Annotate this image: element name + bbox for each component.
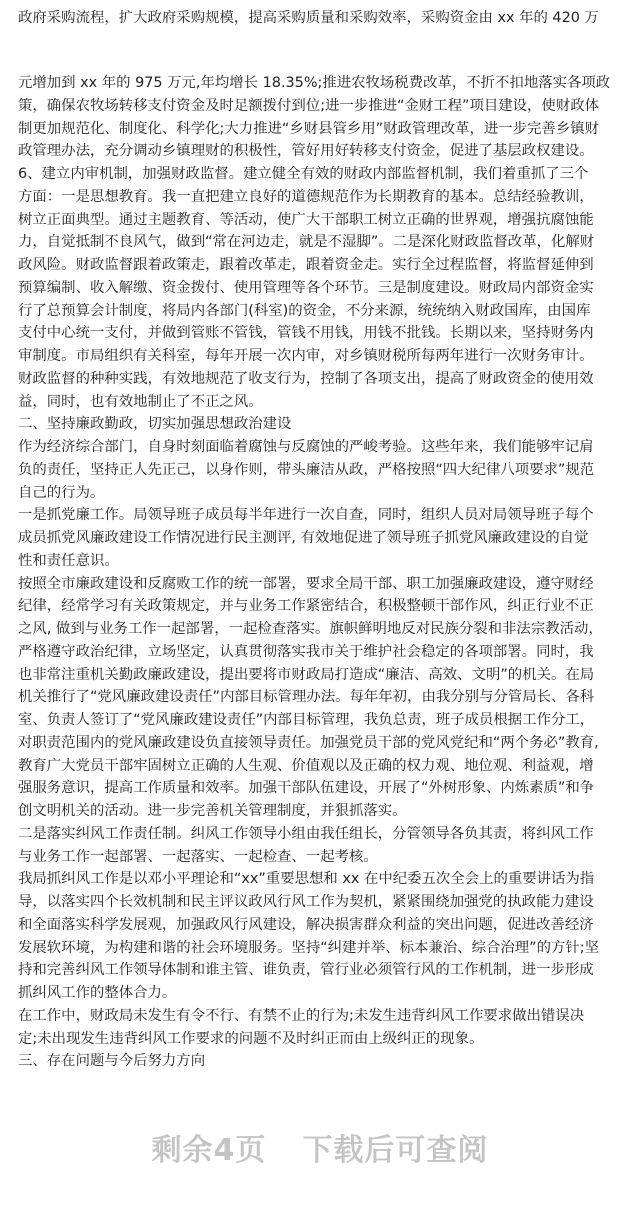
document-line: 益，同时，也有效地制止了不正之风。 <box>18 393 263 410</box>
document-line: 机关推行了“党风廉政建设责任”内部目标管理办法。每年年初，由我分别与分管局长、各科 <box>18 689 595 706</box>
document-line: 制更加规范化、制度化、科学化;大力推进“乡财县管乡用”财政管理改革，进一步完善乡镇财 <box>18 120 599 137</box>
document-line: 强服务意识，提高工作质量和效率。加强干部队伍建设，开展了“外树形象、内炼素质”和争 <box>18 780 595 797</box>
document-line: 按照全市廉政建设和反腐败工作的统一部署，要求全局干部、职工加强廉政建设，遵守财经 <box>18 575 594 592</box>
document-line: 教育广大党员干部牢固树立正确的人生观、价值观以及正确的权力观、地位观、利益观，增 <box>18 757 594 774</box>
document-line: 在工作中，财政局未发生有令不行、有禁不止的行为;未发生违背纠风工作要求做出错误决 <box>18 1007 585 1024</box>
document-line: 6、建立内审机制，加强财政监督。建立健全有效的财政内部监督机制，我们着重抓了三个 <box>18 166 589 182</box>
document-line: 室、负责人签订了“党风廉政建设责任”内部目标管理，我负总责，班子成员根据工作分工， <box>18 712 595 728</box>
document-line: 预算编制、收入解缴、资金拨付、使用管理等各个环节。三是制度建设。财政局内部资金实 <box>18 279 594 296</box>
document-line: 财政监督的种种实践，有效地规范了收支行为，控制了各项支出，提高了财政资金的使用效 <box>18 370 594 387</box>
document-line: 持和完善纠风工作领导体制和谁主管、谁负责，管行业必须管行风的工作机制，进一步形成 <box>18 962 594 979</box>
remaining-pages-label[interactable]: 剩余4页 <box>151 1133 267 1168</box>
document-line: 成员抓党风廉政建设工作情况进行民主测评, 有效地促进了领导班子抓党风廉政建设的自觉 <box>18 530 589 546</box>
document-line: 负的责任，坚持正人先正己，以身作则，带头廉洁从政，严格按照“四大纪律八项要求”规范 <box>18 461 595 478</box>
document-line: 自己的行为。 <box>18 484 105 501</box>
document-line: 之风, 做到与业务工作一起部署，一起检查落实。旗帜鲜明地反对民族分裂和非法宗教活动， <box>18 621 603 637</box>
document-line: 行了总预算会计制度，将局内各部门(科室)的资金，不分来源，统统纳入财政国库，由国库 <box>18 302 591 319</box>
document-line: 政管理办法，充分调动乡镇理财的积极性，管好用好转移支付资金，促进了基层政权建设。 <box>18 143 594 160</box>
document-line: 严格遵守政治纪律，立场坚定，认真贯彻落实我市关于维护社会稳定的各项部署。同时，我 <box>18 643 594 660</box>
document-line: 方面：一是思想教育。我一直把建立良好的道德规范作为长期教育的基本。总结经验教训， <box>18 188 594 205</box>
document-line: 作为经济综合部门，自身时刻面临着腐蚀与反腐蚀的严峻考验。这些年来，我们能够牢记肩 <box>18 439 594 455</box>
document-line: 与业务工作一起部署、一起落实、一起检查、一起考核。 <box>18 848 378 865</box>
document-line: 抓纠风工作的整体合力。 <box>18 985 177 1001</box>
document-line: 定;未出现发生违背纠风工作要求的问题不及时纠正而由上级纠正的现象。 <box>18 1030 484 1047</box>
download-to-read-label[interactable]: 下载后可查阅 <box>302 1133 489 1168</box>
document-line: 二是落实纠风工作责任制。纠风工作领导小组由我任组长，分管领导各负其责，将纠风工作 <box>18 825 594 842</box>
document-line: 力，自觉抵制不良风气，做到“常在河边走，就是不湿脚”。二是深化财政监督改革，化解财 <box>18 234 595 251</box>
section-heading: 三、存在问题与今后努力方向 <box>18 1053 206 1070</box>
document-line: 创文明机关的活动。进一步完善机关管理制度，并狠抓落实。 <box>18 803 407 819</box>
document-line: 也非常注重机关勤政廉政建设，提出要将市财政局打造成“廉洁、高效、文明”的机关。在局 <box>18 666 595 683</box>
document-line: 政风险。财政监督跟着政策走，跟着改革走，跟着资金走。实行全过程监督，将监督延伸到 <box>18 257 594 273</box>
document-line: 和全面落实科学发展观，加强政风行风建设，解决损害群众利益的突出问题，促进改善经济 <box>18 916 594 933</box>
document-line: 元增加到 xx 年的 975 万元,年均增长 18.35%;推进农牧场税费改革，不折不扣地落实各项政 <box>18 75 611 91</box>
section-heading: 二、坚持廉政勤政，切实加强思想政治建设 <box>18 416 292 433</box>
document-line: 支付中心统一支付，并做到管账不管钱，管钱不用钱，用钱不批钱。长期以来，坚持财务内 <box>18 325 594 342</box>
document-line: 发展软环境，为构建和谐的社会环境服务。坚持“纠建并举、标本兼治、综合治理”的方针;坚 <box>18 939 599 956</box>
document-line: 审制度。市局组织有关科室，每年开展一次内审，对乡镇财税所每两年进行一次财务审计。 <box>18 348 594 364</box>
document-line: 性和责任意识。 <box>18 552 119 569</box>
document-line: 我局抓纠风工作是以邓小平理论和“xx”重要思想和 xx 在中纪委五次全会上的重要讲话为指 <box>18 871 595 888</box>
document-line: 一是抓党廉工作。局领导班子成员每半年进行一次自查，同时，组织人员对局领导班子每个 <box>18 507 594 524</box>
document-line: 纪律，经常学习有关政策规定，并与业务工作紧密结合，积极整顿干部作风，纠正行业不正 <box>18 598 594 615</box>
document-line: 策，确保农牧场转移支付资金及时足额拨付到位;进一步推进“金财工程”项目建设，使财政体 <box>18 97 599 114</box>
document-line: 树立正面典型。通过主题教育、等活动，使广大干部职工树立正确的世界观，增强抗腐蚀能 <box>18 211 594 228</box>
download-prompt <box>0 1125 640 1169</box>
document-line: 对职责范围内的党风廉政建设负直接领导责任。加强党员干部的党风党纪和“两个务必”教育, <box>18 734 599 751</box>
document-line: 导，以落实四个长效机制和民主评议政风行风工作为契机，紧紧围绕加强党的执政能力建设 <box>18 894 594 910</box>
document-line: 政府采购流程，扩大政府采购规模，提高采购质量和采购效率，采购资金由 xx 年的 420 万 <box>18 10 599 26</box>
